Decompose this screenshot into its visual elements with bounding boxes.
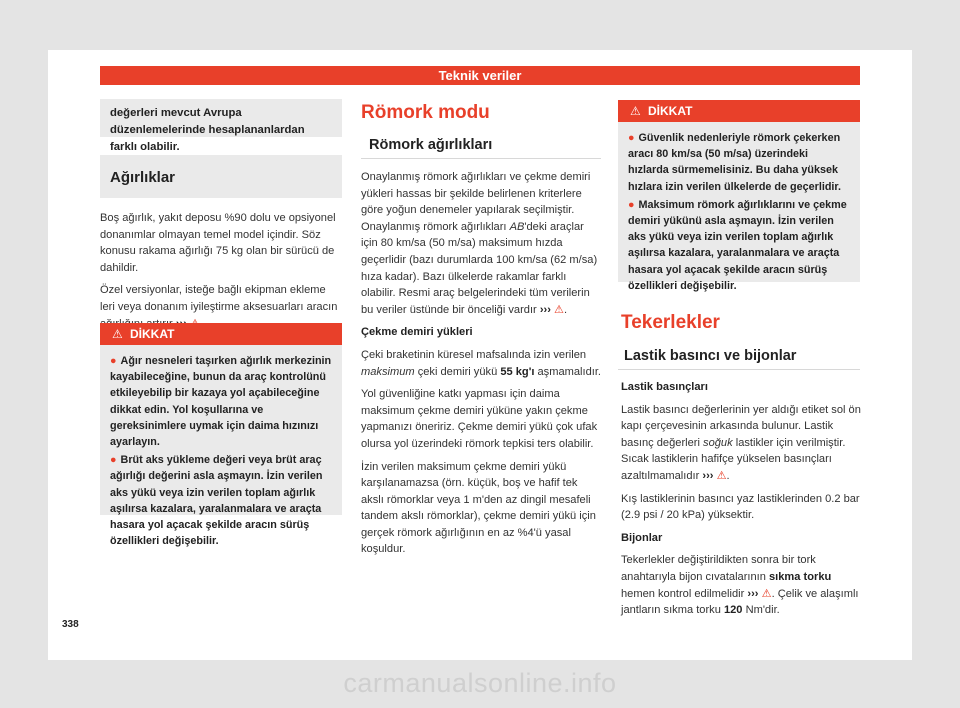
- warning-triangle-icon: ⚠: [630, 104, 641, 118]
- bullet-icon: ●: [110, 355, 117, 367]
- warning-item-text: Maksimum römork ağırlıklarını ve çekme demiri yükünü asla aşmayın. İzin verilen aks yükü veya izin verilen toplam ağırlık aşılırsa kazalara, yaralanmalara ve araçta hasara yol açacak şekilde aracın sürüş özellikleri değişebilir.: [628, 198, 847, 292]
- warning-triangle-icon: ⚠: [112, 327, 123, 341]
- wheels-title: Tekerlekler: [621, 312, 720, 333]
- intro-note-text: değerleri mevcut Avrupa düzenlemelerinde hesaplananlardan farklı olabilir.: [110, 107, 305, 153]
- text-span: . Çelik ve alaşımlı jantların sıkma torku: [621, 587, 859, 617]
- text-span: 120: [723, 604, 743, 617]
- text-span: 'deki araçlar için 80 km/sa (50 m/sa) maksimum hızda geçerlidir (bazı durumlarda 100 km/sa (62 m/sa) hıza kadar). Bazı ülkelerde rakamlar farklı olabilir. Resmi araç belgelerindeki tüm verilerin bu veriler üstünde bir önceliği vardır: [361, 220, 598, 316]
- text-span: sıkma torku: [769, 570, 832, 583]
- text-span: 55 kg'ı: [500, 365, 535, 378]
- trailer-para-1: Onaylanmış römork ağırlıkları ve çekme demiri yükleri hassas bir şekilde belirlenen kriterlere göre yoğun denemeler yapılarak seçilmiştir. Onaylanmış römork ağırlıkları AB'deki araçlar için 80 km/sa (50 m/sa) maksimum hızda geçerlidir (bazı durumlarda 100 km/sa (62 m/sa) hıza kadar). Bazı ülkelerde rakamlar farklı olabilir. Resmi araç belgelerindeki tüm verilerin bu veriler üstünde bir önceliği vardır ››› ⚠.: [361, 171, 598, 316]
- intro-note-box: [100, 99, 342, 153]
- warning-header: [100, 323, 342, 345]
- warning-ref-arrows[interactable]: ›››: [539, 303, 551, 316]
- trailer-para-4: İzin verilen maksimum çekme demiri yükü karşılanamazsa (örn. küçük, boş ve hafif tek akslı römorklar veya 1 m'den az dingil mesafeli tandem akslı römorklar), çekme demiri yükü için gerçek römork ağırlığının en az %4'ü yasal koşuldur.: [361, 460, 596, 556]
- warning-ref-arrows[interactable]: ›››: [747, 587, 759, 600]
- trailer-mode-title: Römork modu: [361, 102, 490, 123]
- warning-item: [110, 353, 332, 450]
- warning-title: DİKKAT: [130, 327, 175, 341]
- text-span: lastikler için verilmiştir. Sıcak lastiklerin hafifçe yükselen basınçları azaltılmamalıdır: [621, 436, 846, 482]
- warning-item-text: Ağır nesneleri taşırken ağırlık merkezinin kayabileceğine, bunun da araç kontrolünü etkileyebilip bir kazaya yol açabileceğine dikkat edin. Yol koşullarına ve gereksinimlere uymak için daima hızınızı ayarlayın.: [110, 355, 332, 449]
- weights-para-1: Boş ağırlık, yakıt deposu %90 dolu ve opsiyonel donanımlar olmayan temel model içindir. Söz konusu rakama ağırlığı 75 kg olan bir sürücü de dahildir.: [100, 212, 336, 274]
- wheels-para-3: [621, 552, 861, 618]
- bullet-icon: ●: [628, 132, 635, 144]
- weights-text: [100, 210, 342, 338]
- text-span: çeki demiri yükü: [414, 365, 501, 378]
- warning-header-2: [618, 100, 860, 122]
- wheels-text: [621, 379, 861, 625]
- towbar-loads-heading: Çekme demiri yükleri: [361, 326, 473, 339]
- subtitle-underline: [361, 158, 601, 159]
- trailer-para-3: Yol güvenliğine katkı yapması için daima maksimum çekme demiri yüküne yakın çekme yapmanızı öneririz. Çekme demiri yükü çok ufak olursa yol üzerindeki römork tepkisi ters olabilir.: [361, 388, 598, 450]
- text-span: Çeki braketinin küresel mafsalında izin verilen: [361, 348, 587, 361]
- warning-triangle-icon: ⚠: [554, 303, 564, 316]
- subtitle-underline: [618, 369, 860, 370]
- text-span: Tekerlekler değiştirildikten sonra bir tork anahtarıyla bijon cıvatalarının: [621, 554, 816, 583]
- warning-body: [100, 345, 342, 548]
- weights-heading: Ağırlıklar: [110, 169, 176, 186]
- text-span: Nm'dir.: [742, 604, 780, 617]
- page-number: 338: [62, 619, 79, 630]
- text-span: soğuk: [703, 436, 733, 449]
- watermark: carmanualsonline.info: [343, 668, 617, 698]
- warning-title: DİKKAT: [648, 104, 693, 118]
- trailer-weights-subtitle: Römork ağırlıkları: [369, 137, 493, 153]
- weights-heading-box: [100, 155, 342, 198]
- wheels-para-1: Lastik basıncı değerlerinin yer aldığı etiket sol ön kapı çerçevesinin arkasında bulunur. Lastik basınç değerleri soğuk lastikler için verilmiştir. Sıcak lastiklerin hafifçe yükselen basınçları azaltılmamalıdır ››› ⚠.: [621, 403, 861, 482]
- warning-item: [628, 130, 850, 195]
- trailer-text: [361, 169, 603, 564]
- text-span: AB: [509, 220, 525, 233]
- text-span: aşmamalıdır.: [534, 365, 602, 378]
- warning-ref-arrows[interactable]: ›››: [702, 469, 714, 482]
- text-span: Lastik basıncı değerlerinin yer aldığı etiket sol ön kapı çerçevesinin arkasında bulunur. Lastik basınç değerleri: [621, 403, 861, 449]
- tyre-pressures-heading: Lastik basınçları: [621, 381, 708, 393]
- warning-triangle-icon: ⚠: [716, 469, 727, 482]
- bullet-icon: ●: [628, 198, 635, 211]
- text-span: Onaylanmış römork ağırlıkları ve çekme demiri yükleri hassas bir şekilde belirlenen kriterlere göre yoğun denemeler yapılarak seçilmiştir. Onaylanmış römork ağırlıkları: [361, 171, 591, 233]
- wheels-para-2: Kış lastiklerinin basıncı yaz lastiklerinden 0.2 bar (2.9 psi / 20 kPa) yüksektir.: [621, 492, 860, 522]
- page-header: Teknik veriler: [100, 66, 860, 85]
- text-span: maksimum: [361, 365, 415, 378]
- warning-item-text: Güvenlik nedenleriyle römork çekerken aracı 80 km/sa (50 m/sa) üzerindeki hızlarda sürmemelisiniz. Bu daha yüksek hızlara izin verilen ülkelerde de geçerlidir.: [628, 132, 842, 193]
- warning-item: [110, 452, 332, 549]
- warning-body-2: [618, 122, 860, 292]
- warning-item-text: Brüt aks yükleme değeri veya brüt araç ağırlığı değerini asla aşmayın. İzin verilen aks yükü veya izin verilen toplam ağırlık aşılırsa kazalara, yaralanmalara ve araçta hasara yol açacak şekilde aracın sürüş özellikleri değişebilir.: [110, 454, 323, 548]
- wheel-bolts-heading: Bijonlar: [621, 531, 663, 544]
- tyre-pressure-subtitle: Lastik basıncı ve bijonlar: [624, 348, 797, 364]
- trailer-para-2: [361, 347, 603, 380]
- warning-item: [628, 197, 850, 294]
- weights-para-2-text: Özel versiyonlar, isteğe bağlı ekipman ekleme leri veya donanım iyileştirme aksesuarları aracın: [100, 284, 338, 313]
- warning-triangle-icon: ⚠: [761, 587, 772, 600]
- text-span: hemen kontrol edilmelidir: [621, 587, 745, 600]
- bullet-icon: ●: [110, 454, 117, 467]
